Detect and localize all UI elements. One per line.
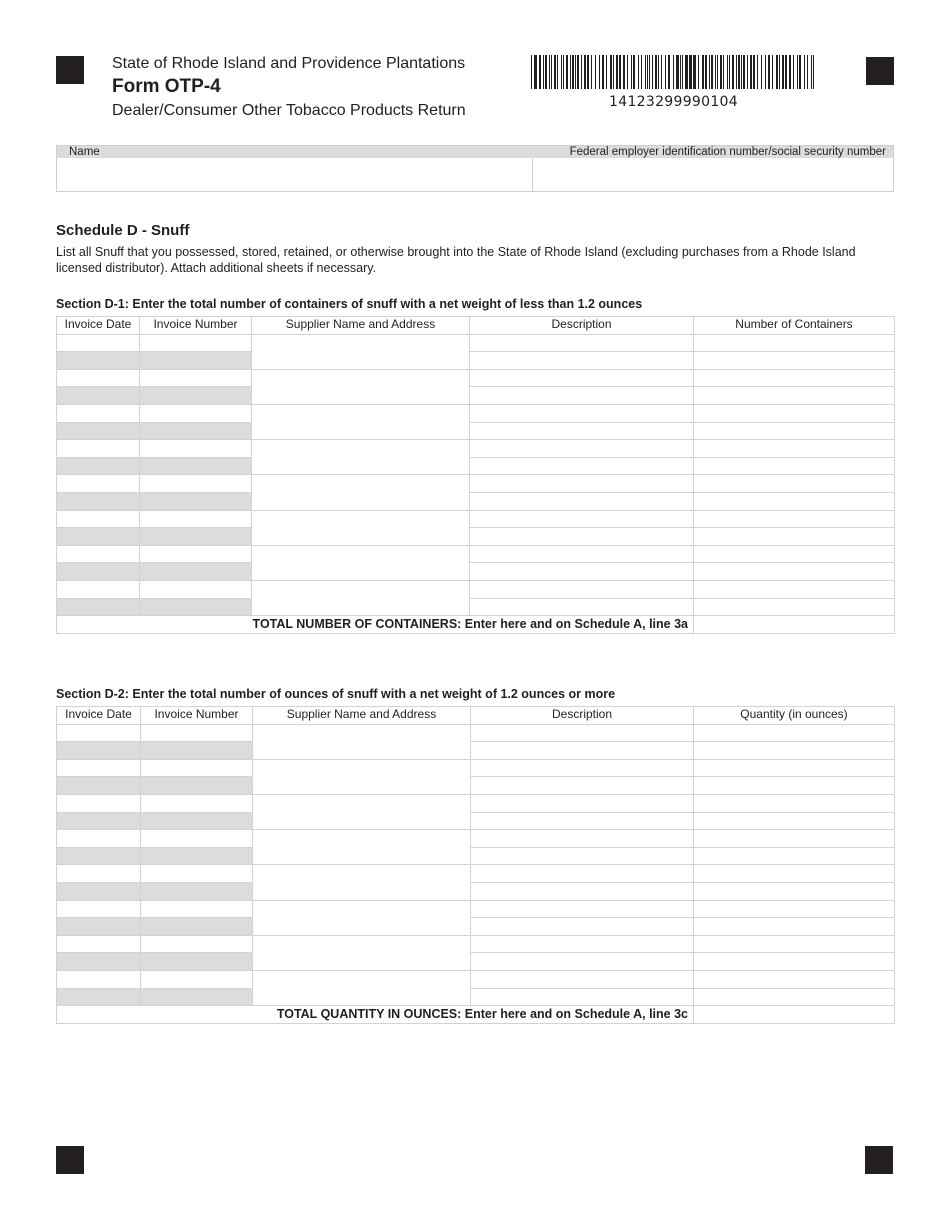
description-field[interactable] — [470, 440, 694, 458]
supplier-name-address-field[interactable] — [253, 759, 471, 794]
supplier-name-address-field[interactable] — [252, 404, 470, 439]
description-field-2[interactable] — [470, 563, 694, 581]
description-field[interactable] — [470, 369, 694, 387]
table-row — [57, 847, 895, 865]
description-field-2[interactable] — [470, 598, 694, 616]
invoice-date-field[interactable] — [57, 404, 140, 422]
invoice-date-field-2[interactable] — [57, 953, 141, 971]
invoice-date-field[interactable] — [57, 580, 140, 598]
invoice-number-field[interactable] — [141, 759, 253, 777]
invoice-number-field[interactable] — [141, 794, 253, 812]
invoice-number-field-2[interactable] — [141, 847, 253, 865]
fein-field[interactable] — [533, 158, 893, 191]
description-field[interactable] — [471, 970, 694, 988]
amount-field-2[interactable] — [694, 598, 895, 616]
amount-field-2[interactable] — [694, 457, 895, 475]
invoice-number-field-2[interactable] — [141, 988, 253, 1006]
name-field[interactable] — [57, 158, 532, 191]
description-field[interactable] — [471, 935, 694, 953]
column-header: Invoice Number — [140, 317, 252, 335]
invoice-date-field[interactable] — [57, 830, 141, 848]
supplier-name-address-field[interactable] — [253, 970, 471, 1005]
invoice-number-field[interactable] — [140, 510, 252, 528]
invoice-date-field-2[interactable] — [57, 742, 141, 760]
description-field[interactable] — [470, 545, 694, 563]
amount-field[interactable] — [694, 900, 895, 918]
invoice-number-field-2[interactable] — [140, 492, 252, 510]
invoice-number-field-2[interactable] — [140, 528, 252, 546]
table-row — [57, 742, 895, 760]
invoice-date-field[interactable] — [57, 510, 140, 528]
description-field-2[interactable] — [471, 918, 694, 936]
table-row — [57, 830, 895, 848]
section-d1-header-row — [57, 317, 895, 335]
fein-label: Federal employer identification number/social security number — [569, 146, 886, 158]
description-field-2[interactable] — [470, 528, 694, 546]
description-field-2[interactable] — [470, 422, 694, 440]
barcode — [531, 55, 816, 89]
description-field[interactable] — [470, 404, 694, 422]
table-row — [57, 812, 895, 830]
invoice-date-field-2[interactable] — [57, 563, 140, 581]
table-row — [57, 475, 895, 493]
supplier-name-address-field[interactable] — [253, 794, 471, 829]
invoice-date-field-2[interactable] — [57, 598, 140, 616]
amount-field-2[interactable] — [694, 988, 895, 1006]
invoice-date-field[interactable] — [57, 724, 141, 742]
supplier-name-address-field[interactable] — [252, 369, 470, 404]
supplier-name-address-field[interactable] — [252, 545, 470, 580]
amount-field-2[interactable] — [694, 953, 895, 971]
amount-field-2[interactable] — [694, 492, 895, 510]
invoice-date-field[interactable] — [57, 865, 141, 883]
table-row — [57, 352, 895, 370]
description-field-2[interactable] — [470, 457, 694, 475]
description-field-2[interactable] — [471, 882, 694, 900]
supplier-name-address-field[interactable] — [252, 510, 470, 545]
description-field[interactable] — [471, 900, 694, 918]
supplier-name-address-field[interactable] — [253, 935, 471, 970]
registration-mark-top-left — [56, 56, 84, 84]
description-field[interactable] — [471, 724, 694, 742]
description-field[interactable] — [471, 794, 694, 812]
amount-field-2[interactable] — [694, 918, 895, 936]
total-field[interactable] — [694, 616, 895, 634]
invoice-number-field-2[interactable] — [140, 563, 252, 581]
amount-field-2[interactable] — [694, 882, 895, 900]
invoice-number-field-2[interactable] — [140, 422, 252, 440]
invoice-number-field[interactable] — [141, 724, 253, 742]
invoice-date-field[interactable] — [57, 935, 141, 953]
total-row — [57, 616, 895, 634]
column-header: Supplier Name and Address — [252, 317, 470, 335]
invoice-number-field-2[interactable] — [140, 598, 252, 616]
invoice-date-field[interactable] — [57, 759, 141, 777]
column-header: Number of Containers — [694, 317, 895, 335]
amount-field[interactable] — [694, 440, 895, 458]
invoice-number-field-2[interactable] — [141, 742, 253, 760]
table-row — [57, 865, 895, 883]
amount-field-2[interactable] — [694, 777, 895, 795]
table-row — [57, 528, 895, 546]
table-row — [57, 900, 895, 918]
table-row — [57, 422, 895, 440]
section-d2-title: Section D-2: Enter the total number of ounces of snuff with a net weight of 1.2 ounces or more — [56, 687, 616, 701]
invoice-number-field[interactable] — [141, 830, 253, 848]
invoice-number-field[interactable] — [140, 440, 252, 458]
table-row — [57, 935, 895, 953]
column-header: Invoice Date — [57, 317, 140, 335]
table-row — [57, 334, 895, 352]
invoice-date-field[interactable] — [57, 475, 140, 493]
table-row — [57, 970, 895, 988]
total-label: TOTAL NUMBER OF CONTAINERS: Enter here and on Schedule A, line 3a — [57, 616, 694, 634]
column-header: Invoice Number — [141, 707, 253, 725]
description-field-2[interactable] — [471, 777, 694, 795]
barcode-number: 14123299990104 — [609, 94, 738, 110]
schedule-instructions: List all Snuff that you possessed, stored, retained, or otherwise brought into the State of Rhode Island (excluding purchases from a Rhode Island licensed distributor). Attach additional sheets if necessary. — [56, 245, 856, 275]
table-row — [57, 545, 895, 563]
invoice-date-field[interactable] — [57, 334, 140, 352]
invoice-date-field-2[interactable] — [57, 422, 140, 440]
column-header: Quantity (in ounces) — [694, 707, 895, 725]
amount-field[interactable] — [694, 404, 895, 422]
amount-field-2[interactable] — [694, 422, 895, 440]
description-field-2[interactable] — [471, 953, 694, 971]
form-subtitle: Dealer/Consumer Other Tobacco Products Return — [112, 102, 466, 119]
supplier-name-address-field[interactable] — [252, 580, 470, 615]
invoice-date-field-2[interactable] — [57, 812, 141, 830]
invoice-number-field[interactable] — [140, 334, 252, 352]
description-field-2[interactable] — [471, 988, 694, 1006]
table-row — [57, 794, 895, 812]
description-field[interactable] — [470, 510, 694, 528]
invoice-number-field[interactable] — [140, 369, 252, 387]
amount-field[interactable] — [694, 794, 895, 812]
section-d1-title: Section D-1: Enter the total number of containers of snuff with a net weight of less than 1.2 ounces — [56, 297, 643, 311]
invoice-date-field[interactable] — [57, 545, 140, 563]
amount-field[interactable] — [694, 369, 895, 387]
invoice-number-field-2[interactable] — [141, 953, 253, 971]
column-header: Supplier Name and Address — [253, 707, 471, 725]
description-field-2[interactable] — [470, 387, 694, 405]
table-row — [57, 457, 895, 475]
description-field[interactable] — [470, 475, 694, 493]
table-row — [57, 510, 895, 528]
section-d2-table — [56, 706, 895, 1024]
column-header: Description — [470, 317, 694, 335]
description-field-2[interactable] — [471, 742, 694, 760]
amount-field-2[interactable] — [694, 387, 895, 405]
table-row — [57, 440, 895, 458]
amount-field-2[interactable] — [694, 847, 895, 865]
amount-field[interactable] — [694, 334, 895, 352]
description-field-2[interactable] — [470, 492, 694, 510]
supplier-name-address-field[interactable] — [252, 334, 470, 369]
registration-mark-top-right — [866, 57, 894, 85]
invoice-number-field-2[interactable] — [141, 918, 253, 936]
invoice-number-field-2[interactable] — [141, 812, 253, 830]
invoice-number-field[interactable] — [141, 970, 253, 988]
supplier-name-address-field[interactable] — [253, 900, 471, 935]
table-row — [57, 882, 895, 900]
identification-box — [56, 145, 894, 192]
invoice-number-field[interactable] — [140, 580, 252, 598]
invoice-number-field-2[interactable] — [141, 882, 253, 900]
column-header: Description — [471, 707, 694, 725]
invoice-number-field-2[interactable] — [140, 352, 252, 370]
invoice-date-field-2[interactable] — [57, 492, 140, 510]
invoice-date-field[interactable] — [57, 970, 141, 988]
supplier-name-address-field[interactable] — [253, 830, 471, 865]
table-row — [57, 387, 895, 405]
invoice-date-field-2[interactable] — [57, 777, 141, 795]
description-field-2[interactable] — [470, 352, 694, 370]
name-label: Name — [69, 146, 100, 158]
table-row — [57, 918, 895, 936]
invoice-date-field-2[interactable] — [57, 387, 140, 405]
invoice-date-field[interactable] — [57, 794, 141, 812]
table-row — [57, 580, 895, 598]
invoice-number-field[interactable] — [141, 935, 253, 953]
description-field[interactable] — [471, 865, 694, 883]
supplier-name-address-field[interactable] — [252, 440, 470, 475]
invoice-date-field-2[interactable] — [57, 352, 140, 370]
amount-field[interactable] — [694, 724, 895, 742]
table-row — [57, 759, 895, 777]
description-field-2[interactable] — [471, 847, 694, 865]
invoice-number-field[interactable] — [140, 404, 252, 422]
table-row — [57, 724, 895, 742]
amount-field[interactable] — [694, 935, 895, 953]
supplier-name-address-field[interactable] — [253, 724, 471, 759]
total-field[interactable] — [694, 1006, 895, 1024]
invoice-number-field-2[interactable] — [140, 387, 252, 405]
amount-field[interactable] — [694, 830, 895, 848]
section-d1-table — [56, 316, 895, 634]
registration-mark-bottom-right — [865, 1146, 893, 1174]
table-row — [57, 988, 895, 1006]
invoice-date-field-2[interactable] — [57, 847, 141, 865]
invoice-number-field[interactable] — [140, 545, 252, 563]
amount-field[interactable] — [694, 865, 895, 883]
table-row — [57, 953, 895, 971]
amount-field[interactable] — [694, 580, 895, 598]
amount-field[interactable] — [694, 759, 895, 777]
description-field[interactable] — [470, 334, 694, 352]
schedule-title: Schedule D - Snuff — [56, 222, 190, 239]
amount-field-2[interactable] — [694, 742, 895, 760]
invoice-number-field[interactable] — [141, 865, 253, 883]
amount-field[interactable] — [694, 545, 895, 563]
description-field[interactable] — [470, 580, 694, 598]
table-row — [57, 777, 895, 795]
description-field-2[interactable] — [471, 812, 694, 830]
amount-field-2[interactable] — [694, 812, 895, 830]
amount-field[interactable] — [694, 970, 895, 988]
invoice-number-field-2[interactable] — [141, 777, 253, 795]
invoice-date-field-2[interactable] — [57, 918, 141, 936]
invoice-number-field[interactable] — [140, 475, 252, 493]
amount-field-2[interactable] — [694, 563, 895, 581]
invoice-date-field-2[interactable] — [57, 882, 141, 900]
invoice-date-field[interactable] — [57, 440, 140, 458]
invoice-date-field[interactable] — [57, 900, 141, 918]
invoice-date-field-2[interactable] — [57, 457, 140, 475]
supplier-name-address-field[interactable] — [253, 865, 471, 900]
table-row — [57, 598, 895, 616]
description-field[interactable] — [471, 759, 694, 777]
invoice-date-field-2[interactable] — [57, 988, 141, 1006]
amount-field-2[interactable] — [694, 352, 895, 370]
invoice-number-field[interactable] — [141, 900, 253, 918]
amount-field[interactable] — [694, 510, 895, 528]
supplier-name-address-field[interactable] — [252, 475, 470, 510]
registration-mark-bottom-left — [56, 1146, 84, 1174]
section-d2-header-row — [57, 707, 895, 725]
total-row — [57, 1006, 895, 1024]
state-name: State of Rhode Island and Providence Plantations — [112, 55, 466, 72]
description-field[interactable] — [471, 830, 694, 848]
total-label: TOTAL QUANTITY IN OUNCES: Enter here and on Schedule A, line 3c — [57, 1006, 694, 1024]
table-row — [57, 369, 895, 387]
invoice-date-field[interactable] — [57, 369, 140, 387]
amount-field-2[interactable] — [694, 528, 895, 546]
invoice-date-field-2[interactable] — [57, 528, 140, 546]
table-row — [57, 563, 895, 581]
form-title: Form OTP-4 — [112, 76, 221, 97]
column-header: Invoice Date — [57, 707, 141, 725]
table-row — [57, 404, 895, 422]
invoice-number-field-2[interactable] — [140, 457, 252, 475]
table-row — [57, 492, 895, 510]
amount-field[interactable] — [694, 475, 895, 493]
